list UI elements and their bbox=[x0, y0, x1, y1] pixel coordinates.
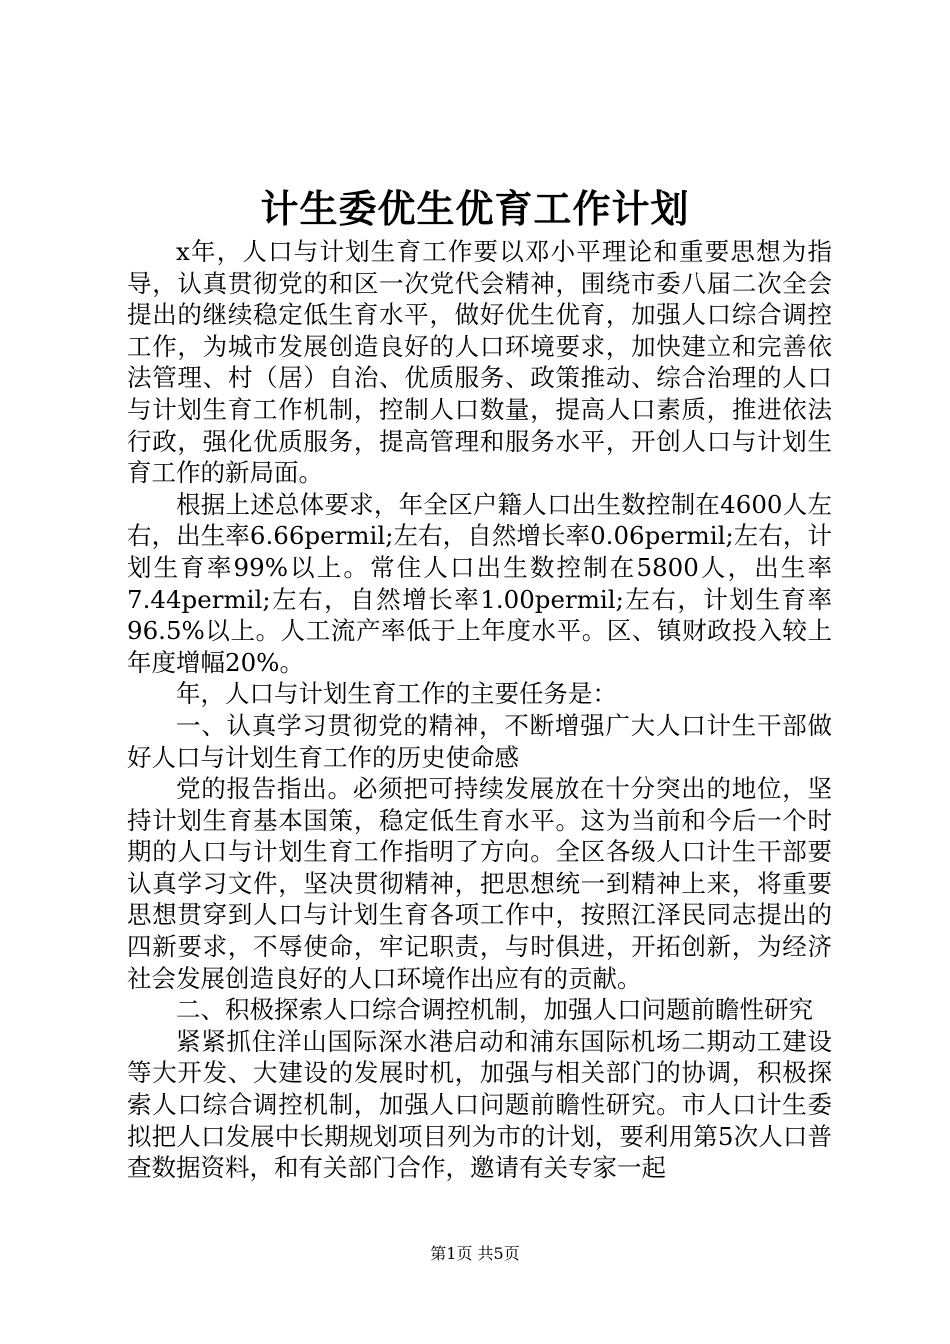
page-number-footer: 第1页 共5页 bbox=[430, 1244, 520, 1263]
document-title: 计生委优生优育工作计划 bbox=[260, 186, 690, 231]
section-heading-1: 一、认真学习贯彻党的精神，不断增强广大人口计生干部做好人口与计划生育工作的历史使命感 bbox=[127, 710, 832, 772]
paragraph-section-2: 紧紧抓住洋山国际深水港启动和浦东国际机场二期动工建设等大开发、大建设的发展时机，加强与相关部门的协调，积极探索人口综合调控机制，加强人口问题前瞻性研究。市人口计生委拟把人口发展中长期规划项目列为市的计划，要利用第5次人口普查数据资料，和有关部门合作，邀请有关专家一起 bbox=[127, 1026, 832, 1183]
paragraph-section-1: 党的报告指出。必须把可持续发展放在十分突出的地位，坚持计划生育基本国策，稳定低生育水平。这为当前和今后一个时期的人口与计划生育工作指明了方向。全区各级人口计生干部要认真学习文件，坚决贯彻精神，把思想统一到精神上来，将重要思想贯穿到人口与计划生育各项工作中，按照江泽民同志提出的四新要求，不辱使命，牢记职责，与时俱进，开拓创新，为经济社会发展创造良好的人口环境作出应有的贡献。 bbox=[127, 774, 832, 993]
paragraph-intro: x年，人口与计划生育工作要以邓小平理论和重要思想为指导，认真贯彻党的和区一次党代会精神，围绕市委八届二次全会提出的继续稳定低生育水平，做好优生优育，加强人口综合调控工作，为城市发展创造良好的人口环境要求，加快建立和完善依法管理、村（居）自治、优质服务、政策推动、综合治理的人口与计划生育工作机制，控制人口数量，提高人口素质，推进依法行政，强化优质服务，提高管理和服务水平，开创人口与计划生育工作的新局面。 bbox=[127, 237, 832, 488]
paragraph-tasks-lead: 年，人口与计划生育工作的主要任务是： bbox=[176, 679, 617, 709]
paragraph-targets: 根据上述总体要求，年全区户籍人口出生数控制在4600人左右，出生率6.66permil;左右，自然增长率0.06permil;左右，计划生育率99%以上。常住人口出生数控制在5800人，出生率7.44permil;左右，自然增长率1.00permil;左右，计划生育率96.5%以上。人工流产率低于上年度水平。区、镇财政投入较上年度增幅20%。 bbox=[127, 489, 832, 677]
section-heading-2: 二、积极探索人口综合调控机制，加强人口问题前瞻性研究 bbox=[176, 995, 813, 1025]
document-body bbox=[127, 236, 832, 1184]
